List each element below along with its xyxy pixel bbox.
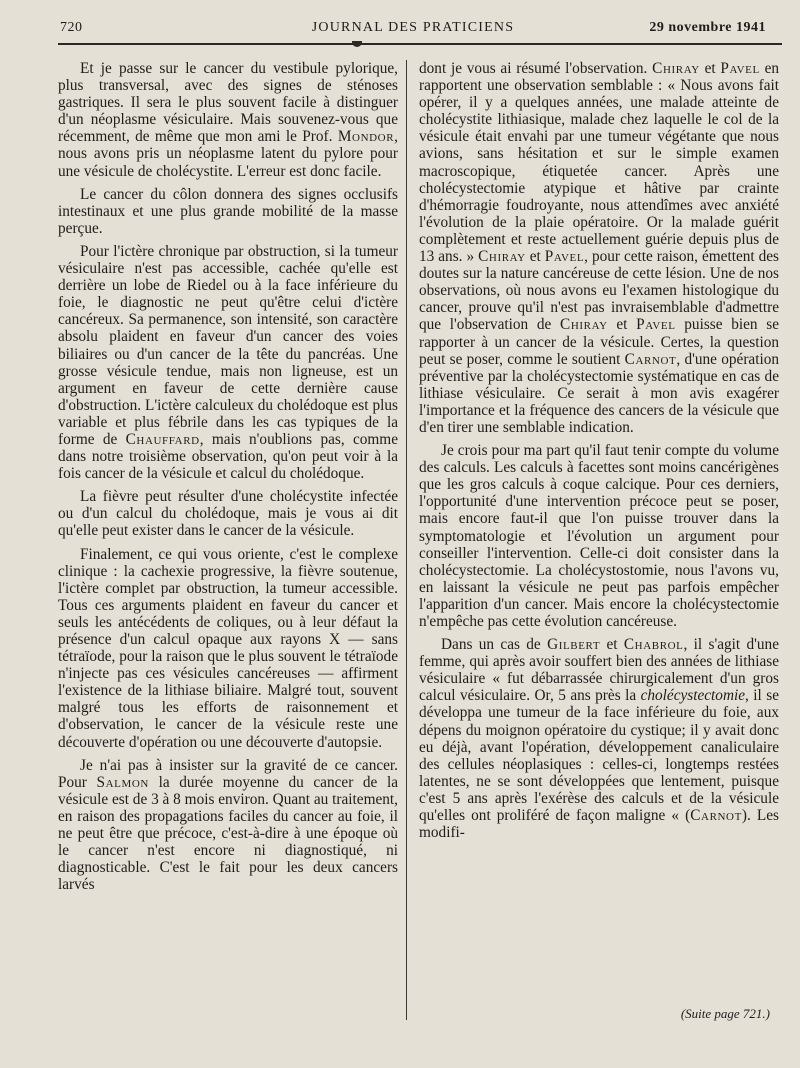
paragraph: Pour l'ictère chronique par obstruction, si la tumeur vésiculaire n'est pas accessible, cachée qu'elle est derrière un lobe de Riedel ou à la face inférieure du foie, le diagnostic ne peut qu'être celui d'ictère cancéreux. Sa permanence, son intensité, son caractère absolu plaident en faveur d'un cancer des voies biliaires ou d'un cancer de la tête du pancréas. Une grosse vésicule tendue, mais non ligneuse, est un argument en faveur de cette dernière cause d'obstruction. L'ictère calculeux du cholédoque est plus variable et plus fébrile dans les cas typiques de la forme de Chauffard, mais n'oublions pas, comme dans notre troisième observation, qu'on peut voir à la fois cancer de la vésicule et calcul du cholédoque. <box>58 242 398 483</box>
page-number: 720 <box>60 20 83 35</box>
author-name: Mondor <box>337 128 395 146</box>
issue-date: 29 novembre 1941 <box>649 20 766 35</box>
header-rule <box>58 43 782 45</box>
paragraph: Je n'ai pas à insister sur la gravité de ce cancer. Pour Salmon la durée moyenne du cancer de la vésicule est de 3 à 8 mois environ. Quant au traitement, en raison des propagations faciles du cancer au foie, il ne peut être que précoce, c'est-à-dire à une époque où le cancer n'est encore ni diagnostiqué, ni diagnosticable. C'est le fait pour les deux cancers larvés <box>58 756 398 894</box>
left-column <box>58 60 398 899</box>
italic-term: cholécystectomie <box>640 687 746 705</box>
continued-note: (Suite page 721.) <box>680 1006 770 1021</box>
author-name: Salmon <box>96 773 149 791</box>
paragraph: Et je passe sur le cancer du vestibule pylorique, plus transversal, avec des signes de sténoses gastriques. Il sera le plus souvent facile à distinguer d'un néoplasme vésiculaire. Mais souvenez-vous que récemment, de même que mon ami le Prof. Mondor, nous avons pris un néoplasme latent du pylore pour une vésicule de cholécystite. L'erreur est donc facile. <box>58 60 398 180</box>
paragraph: La fièvre peut résulter d'une cholécystite infectée ou d'un calcul du cholédoque, mais je vous ai dit qu'elle peut exister dans le cancer de la vésicule. <box>58 488 398 540</box>
running-header <box>60 18 766 40</box>
header-rule-ornament <box>352 41 362 47</box>
author-name: Chiray <box>652 60 700 77</box>
author-name: Chauffard <box>125 430 200 448</box>
paragraph: Finalement, ce qui vous oriente, c'est le complexe clinique : la cachexie progressive, la fièvre soutenue, l'ictère complet par obstruction, la tumeur accessible. Tous ces arguments plaident en faveur du cancer et seuls les antécédents de coliques, ou à leur défaut la présence d'un calcul opaque aux rayons X — sans tétraïode, pour la raison que le plus souvent le tétraïode n'injecte pas ces vésicules cancéreuses — affirment l'existence de la lithiase biliaire. Malgré tout, souvent malgré tous les efforts de raisonnement et d'observation, le cancer de la vésicule reste une découverte d'opération ou une découverte d'autopsie. <box>58 545 398 751</box>
journal-title: JOURNAL DES PRATICIENS <box>311 20 515 35</box>
author-name: Gilbert <box>547 636 601 654</box>
author-name: Pavel <box>544 248 585 266</box>
paragraph: dont je vous ai résumé l'observation. Chiray et Pavel en rapportent une observation semblable : « Nous avons fait opérer, il y a quelques années, une malade atteinte de cholécystite lithiasique, malade chez laquelle le col de la vésicule était envahi par une tumeur végétante que nous avions, sans hésitation et sur le simple examen macroscopique, étiquetée cancer. Après une cholécystectomie atypique et hâtive par crainte d'hémorragie foudroyante, nous attendîmes avec anxiété l'évolution de la plaie opératoire. Or la malade guérit complètement et reste actuellement guérie depuis plus de 13 ans. » Chiray et Pavel, pour cette raison, émettent des doutes sur la nature cancéreuse de cette lésion. Une de nos observations, où nous avons eu l'examen histologique du cancer, prouve qu'il n'est pas invraisemblable d'admettre que l'observation de Chiray et Pavel puisse bien se rapporter à un cancer de la vésicule. Certes, la question peut se poser, comme le soutient Carnot, d'une opération préventive par la cholécystectomie systématique en cas de lithiase vésiculaire. Ce serait à mon avis exagérer l'importance et la fréquence des cancers de la vésicule que d'en tirer une semblable indication. <box>419 60 780 436</box>
paragraph: Je crois pour ma part qu'il faut tenir compte du volume des calculs. Les calculs à facettes sont moins cancérigènes que les gros calculs à coque calcique. Pour ces derniers, l'opportunité d'une intervention précoce peut se poser, mais encore faut-il que l'on puisse trouver dans la symptomatologie et l'évolution un argument pour conseiller l'intervention. Celle-ci doit consister dans la cholécystectomie. La cholécystostomie, nous l'avons vu, en laissant la vésicule ne peut pas parfois empêcher l'apparition d'un cancer. Mais encore la cholécystectomie n'empêche pas cette évolution cancéreuse. <box>419 442 779 630</box>
author-name: Chiray <box>560 316 608 334</box>
author-name: Chabrol <box>623 636 684 654</box>
author-name: Pavel <box>636 316 676 334</box>
right-column <box>419 60 779 847</box>
author-name: Pavel <box>720 60 760 77</box>
author-name: Chiray <box>478 248 526 266</box>
column-divider <box>406 60 407 1020</box>
author-name: Carnot <box>690 807 742 825</box>
author-name: Carnot <box>624 350 677 368</box>
paragraph: Dans un cas de Gilbert et Chabrol, il s'agit d'une femme, qui après avoir souffert bien des années de lithiase vésiculaire « fut débarrassée chirurgicalement d'un gros calcul vésiculaire. Or, 5 ans près la cholécystectomie, il se développa une tumeur de la face inférieure du foie, aux dépens du moignon opératoire du cystique; il y avait donc eu déjà, avant l'opération, développement canaliculaire des cellules néoplasiques : celles-ci, longtemps restées latentes, ne se sont développées que lentement, puisque c'est 5 ans après l'exérèse des calculs et de la vésicule qu'elles ont proliféré de façon maligne « (Carnot). Les modifi- <box>419 636 779 842</box>
paragraph: Le cancer du côlon donnera des signes occlusifs intestinaux et une plus grande mobilité de la masse perçue. <box>58 185 398 237</box>
